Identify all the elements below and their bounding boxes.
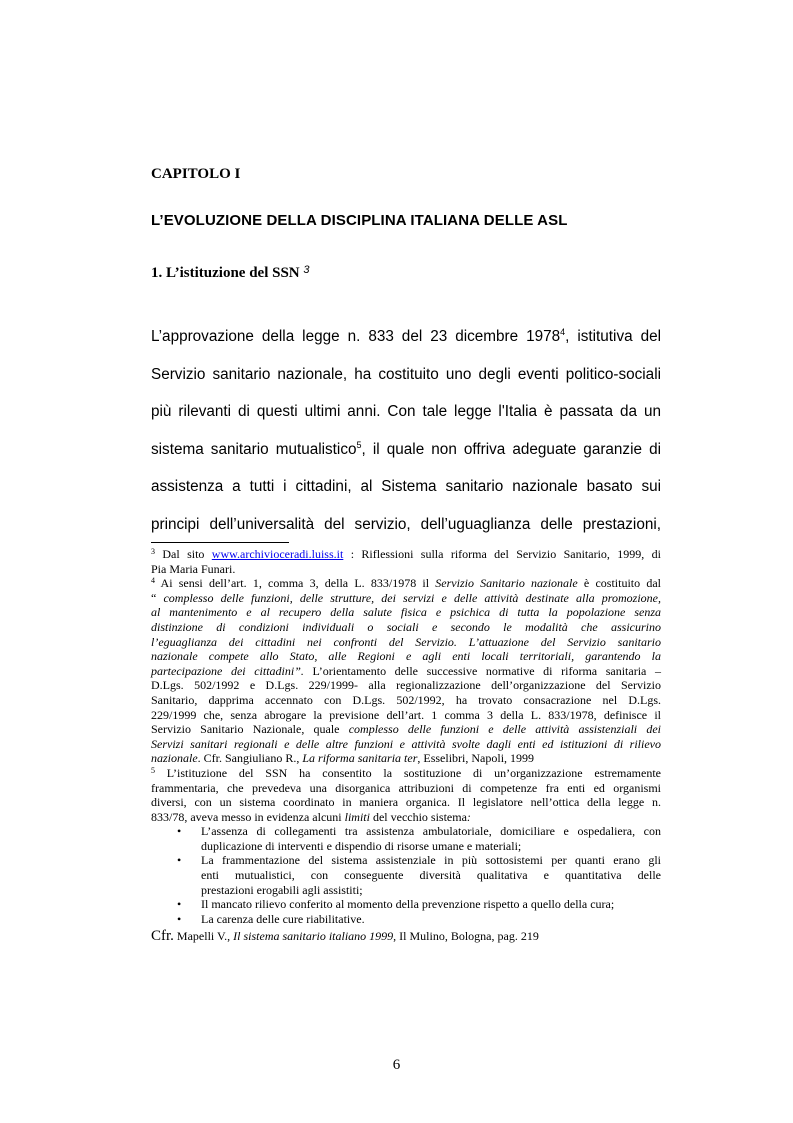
footnote-line: nazionale compete allo Stato, alle Regioni e agli enti locali territoriali, garantendo la xyxy=(151,649,661,664)
footnote-line xyxy=(151,547,661,562)
footnote-italic: La riforma sanitaria ter xyxy=(302,751,418,766)
footnote-text: Dal sito xyxy=(155,547,212,561)
limits-list xyxy=(151,824,661,926)
list-item xyxy=(151,824,661,853)
footnote-text: Ai sensi dell’art. 1, comma 3, della L. 833/1978 il xyxy=(155,576,436,591)
footnote-italic: complesso delle funzioni e delle attività assistenziali dei xyxy=(348,722,661,737)
footnote-ref-3[interactable]: 3 xyxy=(303,264,310,276)
list-item xyxy=(151,897,661,912)
footnote-line: al mantenimento e al recupero della salute fisica e psichica di tutta la popolazione senza xyxy=(151,605,661,620)
footnote-line: Servizi sanitari regionali e delle altre funzioni e attività svolte dagli enti ed istituzioni di rilievo xyxy=(151,736,661,751)
body-line: Servizio sanitario nazionale, ha costituito uno degli eventi politico-sociali xyxy=(151,365,661,383)
citation-line xyxy=(151,929,661,944)
footnote-italic: partecipazione dei cittadini”. xyxy=(151,663,304,678)
footnote-line xyxy=(151,576,661,591)
footnote-line: diversi, con un sistema coordinato in maniera organica. Il legislatore nell’ottica della legge n. xyxy=(151,795,661,810)
footnote-text: L’istituzione del SSN ha consentito la sostituzione di un’organizzazione estremamente xyxy=(155,765,661,780)
footnote-line: 229/1999 che, senza abrogare la previsione dell’art. 1 comma 3 della L. 833/1978, definisce il xyxy=(151,707,661,722)
list-item xyxy=(151,912,661,927)
body-line: più rilevanti di questi ultimi anni. Con tale legge l'Italia è passata da un xyxy=(151,403,661,421)
footnote-text: : Riflessioni sulla riforma del Servizio Sanitario, 1999, di xyxy=(343,547,661,561)
body-line: principi dell’universalità del servizio, dell’uguaglianza delle prestazioni, xyxy=(151,515,661,533)
archivioceradi-link[interactable]: www.archivioceradi.luiss.it xyxy=(211,547,344,561)
list-item-line: La frammentazione del sistema assistenziale in più sottosistemi per quanti erano gli xyxy=(201,853,661,868)
footnote-line: D.Lgs. 502/1992 e D.Lgs. 229/1999- alla regionalizzazione dell’organizzazione del Servizio xyxy=(151,678,661,693)
footnote-italic: limiti xyxy=(344,809,370,824)
body-paragraph xyxy=(151,318,661,544)
footnote-5 xyxy=(151,766,661,944)
footnote-line xyxy=(151,664,661,679)
list-item-line: prestazioni erogabili agli assistiti; xyxy=(201,882,363,897)
footnote-italic: nazionale xyxy=(151,751,198,766)
footnote-ref-5[interactable]: 5 xyxy=(356,439,362,450)
body-line xyxy=(151,318,661,356)
footnote-text: , Esselibri, Napoli, 1999 xyxy=(417,751,535,766)
footnote-number: 3 xyxy=(151,547,155,556)
body-text-segment: , il quale non offriva adeguate garanzie di xyxy=(361,440,661,458)
section-title-text: 1. L’istituzione del SSN xyxy=(151,265,304,281)
footnote-line xyxy=(151,810,661,825)
footnote-text: “ xyxy=(151,590,164,605)
body-text-segment: L’approvazione della legge n. 833 del 23 dicembre 1978 xyxy=(151,328,561,345)
footnote-line xyxy=(151,591,661,606)
body-line: assistenza a tutti i cittadini, al Sistema sanitario nazionale basato sui xyxy=(151,478,661,496)
footnote-4 xyxy=(151,576,661,766)
page-number: 6 xyxy=(392,1057,401,1073)
footnote-text: Servizio Sanitario Nazionale, quale xyxy=(151,722,349,737)
footnote-text: del vecchio sistema xyxy=(369,809,467,824)
footnote-line xyxy=(151,751,661,766)
bullet-icon: • xyxy=(177,911,182,926)
list-item-line: L’assenza di collegamenti tra assistenza ambulatoriale, domiciliare e ospedaliera, con xyxy=(201,824,661,839)
footnote-italic: Servizio Sanitario nazionale xyxy=(435,576,578,591)
footnotes xyxy=(151,547,661,944)
section-title xyxy=(151,265,310,282)
bullet-icon: • xyxy=(177,853,182,868)
footnote-text: è costituito dal xyxy=(577,576,661,591)
footnote-number: 4 xyxy=(151,576,155,586)
citation-title: Il sistema sanitario italiano 1999 xyxy=(233,929,394,944)
footnote-line: l’eguaglianza dei cittadini nei confronti del Servizio. L’attuazione del Servizio sanitario xyxy=(151,634,661,649)
footnote-italic: complesso delle funzioni, delle strutture, dei servizi e delle attività destinate alla promozione, xyxy=(163,590,661,605)
chapter-title: L’EVOLUZIONE DELLA DISCIPLINA ITALIANA DELLE ASL xyxy=(151,212,568,229)
citation-text: , Il Mulino, Bologna, pag. 219 xyxy=(393,929,539,944)
list-item-line: enti mutualistici, con conseguente diversità qualitativa e quantitativa delle xyxy=(201,868,661,883)
footnote-line xyxy=(151,766,661,781)
list-item-line: duplicazione di interventi e dispendio di risorse umane e materiali; xyxy=(201,838,522,853)
body-line xyxy=(151,431,661,469)
footnote-line: Pia Maria Funari. xyxy=(151,561,236,576)
list-item xyxy=(151,853,661,897)
cfr-label: Cfr. xyxy=(151,928,174,945)
footnote-ref-4[interactable]: 4 xyxy=(560,327,566,337)
list-item-line: La carenza delle cure riabilitative. xyxy=(201,911,365,926)
footnote-3 xyxy=(151,547,661,576)
footnote-text: L’orientamento delle successive normative di riforma sanitaria – xyxy=(303,663,661,678)
footnote-text: 833/78, aveva messo in evidenza alcuni xyxy=(151,809,345,824)
footnote-separator xyxy=(151,542,289,543)
footnote-italic: : xyxy=(466,809,471,824)
footnote-line: frammentaria, che prevedeva una disorganica attribuzioni di competenze fra enti ed organismi xyxy=(151,780,661,795)
body-text-segment: sistema sanitario mutualistico xyxy=(151,440,357,458)
bullet-icon: • xyxy=(177,824,182,839)
footnote-line: Sanitario, dapprima accennato con D.Lgs. 502/1992, ha trovato consacrazione nel D.Lgs. xyxy=(151,692,661,707)
body-text-segment: , istitutiva del xyxy=(565,328,661,345)
footnote-line xyxy=(151,722,661,737)
footnote-text: . Cfr. Sangiuliano R., xyxy=(197,751,303,766)
citation-text: Mapelli V., xyxy=(173,929,234,944)
bullet-icon: • xyxy=(177,897,182,912)
list-item-line: Il mancato rilievo conferito al momento della prevenzione rispetto a quello della cura; xyxy=(201,897,615,912)
footnote-line: distinzione di condizioni individuali o sociali e secondo le modalità che assicurino xyxy=(151,619,661,634)
footnote-number: 5 xyxy=(151,765,155,775)
chapter-label: CAPITOLO I xyxy=(151,166,241,182)
